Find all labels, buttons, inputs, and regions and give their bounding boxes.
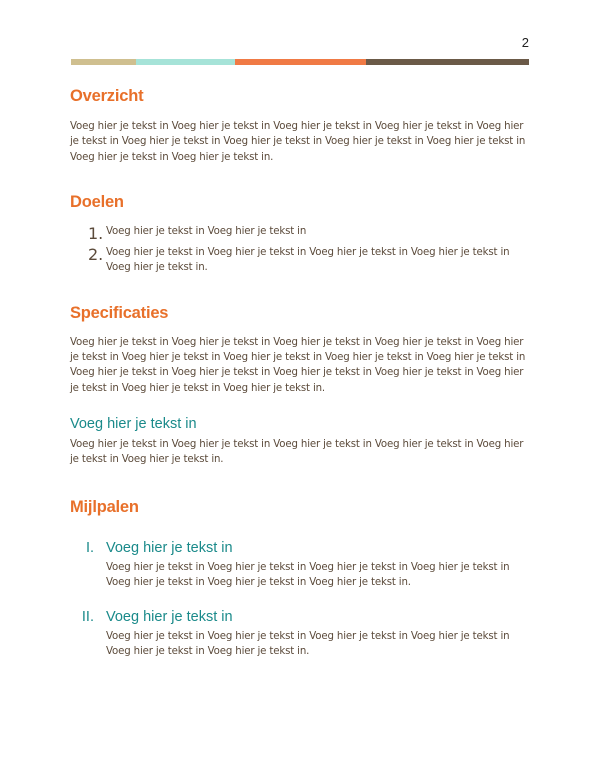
milestone-item-1	[70, 538, 532, 591]
overview-text: Voeg hier je tekst in Voeg hier je tekst in Voeg hier je tekst in Voeg hier je tekst in Voeg hier je tekst in Voeg hier je tekst in Voeg hier je tekst in Voeg hier je tekst in Voeg hier je tekst in Voeg hier je tekst in Voeg hier je tekst in.	[70, 121, 526, 163]
milestone-text: Voeg hier je tekst in Voeg hier je tekst in Voeg hier je tekst in Voeg hier je tekst in Voeg hier je tekst in Voeg hier je tekst in Voeg hier je tekst in.	[106, 561, 510, 588]
color-bar-segment-2	[136, 59, 235, 65]
milestone-title: Voeg hier je tekst in	[106, 609, 233, 626]
color-bar-segment-4	[366, 59, 529, 65]
color-bar-segment-3	[235, 59, 366, 65]
specs-text: Voeg hier je tekst in Voeg hier je tekst in Voeg hier je tekst in Voeg hier je tekst in Voeg hier je tekst in Voeg hier je tekst in Voeg hier je tekst in Voeg hier je tekst in Voeg hier je tekst in Voeg hier je tekst in Voeg hier je tekst in Voeg hier je tekst in Voeg hier je tekst in Voeg hier je tekst in Voeg hier je tekst in Voeg hier je tekst in.	[70, 336, 526, 394]
document-body	[70, 85, 532, 660]
milestones-heading: Mijlpalen	[70, 497, 139, 516]
specs-subtext: Voeg hier je tekst in Voeg hier je tekst in Voeg hier je tekst in Voeg hier je tekst in Voeg hier je tekst in Voeg hier je tekst in.	[70, 438, 524, 466]
milestone-text: Voeg hier je tekst in Voeg hier je tekst in Voeg hier je tekst in Voeg hier je tekst in Voeg hier je tekst in Voeg hier je tekst in.	[106, 631, 510, 658]
milestone-numeral: II.	[81, 609, 94, 626]
goal-number: 1.	[88, 223, 104, 243]
milestone-numeral: I.	[85, 539, 94, 556]
goal-item-2	[70, 245, 532, 276]
header-color-bar	[71, 59, 529, 65]
goal-item-1	[70, 223, 532, 243]
goals-heading: Doelen	[70, 192, 124, 211]
milestone-item-2	[70, 607, 532, 660]
color-bar-segment-1	[71, 59, 136, 65]
goals-list	[70, 224, 532, 276]
overview-heading: Overzicht	[70, 87, 144, 105]
page-number: 2	[521, 35, 529, 50]
specs-subheading: Voeg hier je tekst in	[70, 415, 197, 432]
milestone-title: Voeg hier je tekst in	[106, 539, 233, 556]
goal-text: Voeg hier je tekst in Voeg hier je tekst in Voeg hier je tekst in Voeg hier je tekst in Voeg hier je tekst in.	[106, 247, 510, 274]
specs-heading: Specificaties	[70, 303, 169, 322]
goal-number: 2.	[88, 245, 104, 265]
goal-text: Voeg hier je tekst in Voeg hier je tekst in	[106, 225, 307, 237]
